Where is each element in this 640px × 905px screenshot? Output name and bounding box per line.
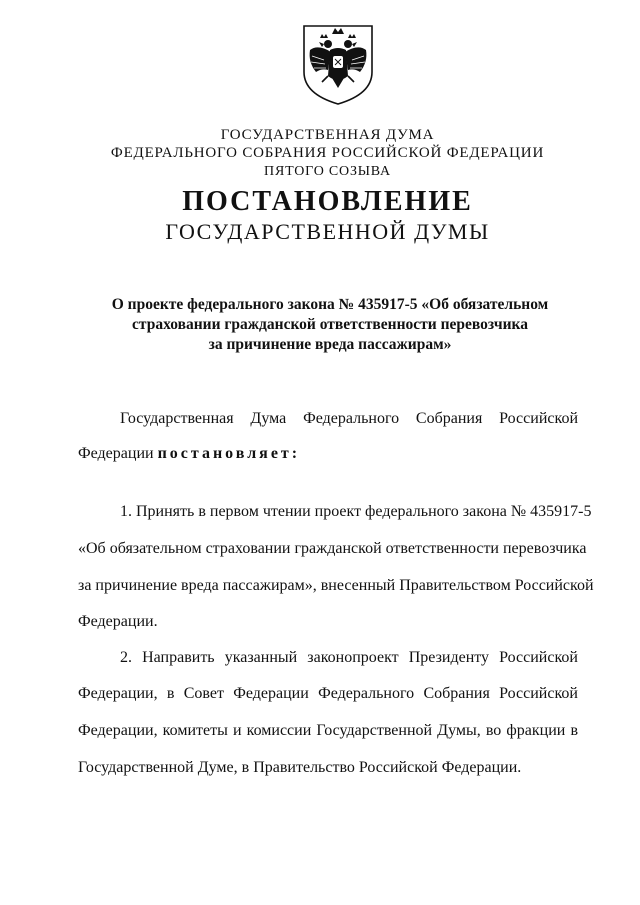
item1-line-2: «Об обязательном страховании гражданской ответственности перевозчика [78,540,587,557]
item1-line-4: Федерации. [78,613,158,630]
item1-line-1: 1. Принять в первом чтении проект федерального закона № 435917-5 [120,503,592,520]
subject-line-1: О проекте федерального закона № 435917-5 «Об обязательном [111,296,549,313]
document-title: ПОСТАНОВЛЕНИЕ [182,186,473,217]
header-line-2: ФЕДЕРАЛЬНОГО СОБРАНИЯ РОССИЙСКОЙ ФЕДЕРАЦИИ [110,145,545,161]
preamble-line-2-start: Федерации [78,445,158,462]
russian-coat-of-arms-icon [298,22,378,106]
header-line-1: ГОСУДАРСТВЕННАЯ ДУМА [220,127,435,143]
preamble-line-1: Государственная Дума Федерального Собрания Российской [120,410,578,427]
item2-line-3: Федерации, комитеты и комиссии Государственной Думы, во фракции в [78,722,578,739]
header-line-3: ПЯТОГО СОЗЫВА [264,164,391,179]
item1-line-3: за причинение вреда пассажирам», внесенный Правительством Российской [78,577,594,594]
item2-line-4: Государственной Думе, в Правительство Российской Федерации. [78,759,522,776]
subject-line-3: за причинение вреда пассажирам» [208,336,452,353]
item2-line-2: Федерации, в Совет Федерации Федерального Собрания Российской [78,685,578,702]
item2-line-1: 2. Направить указанный законопроект Президенту Российской [120,649,578,666]
subject-line-2: страховании гражданской ответственности перевозчика [132,316,528,333]
preamble-line-2 [78,444,578,464]
document-subtitle: ГОСУДАРСТВЕННОЙ ДУМЫ [165,219,490,244]
decree-verb: постановляет: [157,445,301,462]
